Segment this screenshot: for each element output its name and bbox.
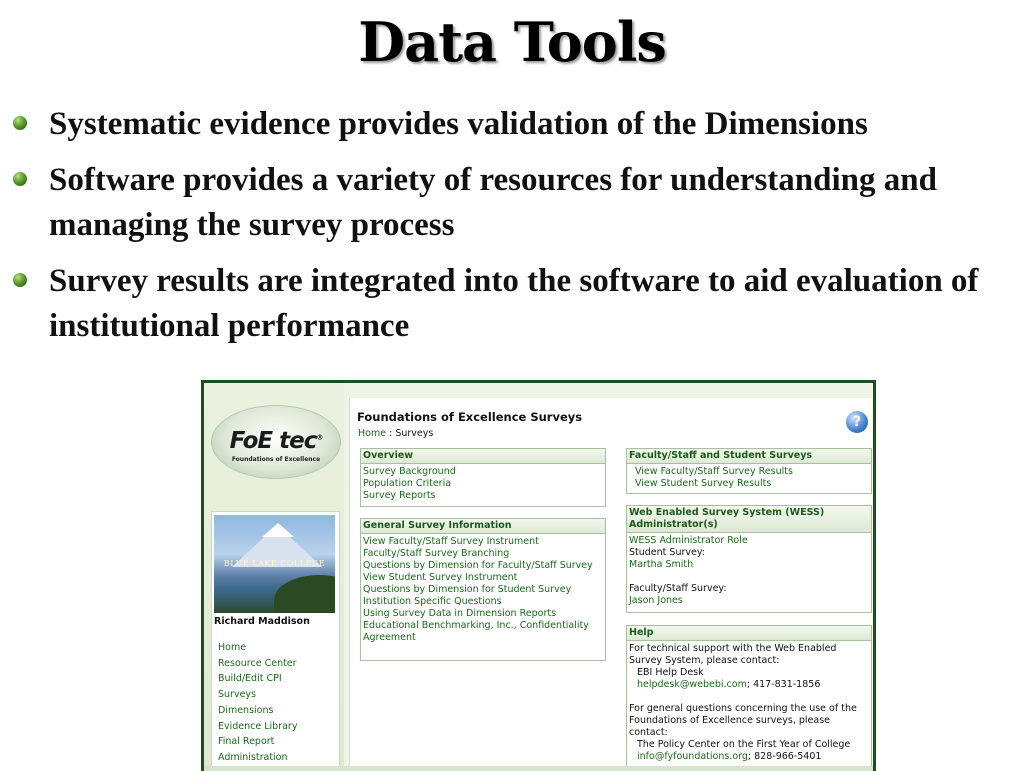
page-title: Foundations of Excellence Surveys xyxy=(357,410,583,424)
bullet-list xyxy=(10,102,1020,360)
bullet-text: Systematic evidence provides validation of the Dimensions xyxy=(49,106,868,142)
breadcrumb-home[interactable]: Home xyxy=(358,428,387,439)
link-questions-by-dimension-student[interactable]: Questions by Dimension for Student Survey xyxy=(363,584,572,595)
user-panel xyxy=(211,511,340,771)
bullet-item xyxy=(10,158,1020,248)
tech-support-text: For technical support with the Web Enabled Survey System, please contact: xyxy=(629,643,837,666)
breadcrumb-current: Surveys xyxy=(395,428,434,439)
bullet-item xyxy=(10,102,1020,147)
user-name: Richard Maddison xyxy=(214,616,310,627)
tech-support-phone: ; 417-831-1856 xyxy=(746,679,821,690)
logo-text: FoE tec xyxy=(229,428,317,454)
wess-admin-box xyxy=(626,505,872,613)
breadcrumb-separator: : xyxy=(386,428,396,439)
sidebar xyxy=(204,383,344,771)
bullet-text: Software provides a variety of resources for understanding and managing the survey process xyxy=(49,162,937,243)
link-confidentiality-agreement[interactable]: Educational Benchmarking, Inc., Confidentiality Agreement xyxy=(363,620,589,643)
bullet-icon xyxy=(13,273,27,287)
logo-mark: ® xyxy=(316,433,323,442)
general-info-box xyxy=(360,518,606,661)
general-support-phone: ; 828-966-5401 xyxy=(747,751,822,762)
logo-subtitle: Foundations of Excellence xyxy=(231,456,321,463)
campus-photo xyxy=(214,515,335,613)
wess-admin-heading: Web Enabled Survey System (WESS) Administrator(s) xyxy=(627,506,871,533)
link-view-student-instrument[interactable]: View Student Survey Instrument xyxy=(363,572,518,583)
fs-student-surveys-box xyxy=(626,448,872,494)
bullet-item xyxy=(10,259,1020,349)
help-heading: Help xyxy=(627,626,871,641)
overview-box xyxy=(360,448,606,507)
help-icon[interactable]: ? xyxy=(846,411,868,433)
sidebar-item-surveys[interactable]: Surveys xyxy=(218,689,256,701)
slide-title: Data Tools xyxy=(358,10,666,74)
link-faculty-staff-branching[interactable]: Faculty/Staff Survey Branching xyxy=(363,548,510,559)
breadcrumb xyxy=(358,428,433,439)
fs-student-surveys-heading: Faculty/Staff and Student Surveys xyxy=(627,449,871,464)
campus-label: BLUE LAKE COLLEGE xyxy=(223,559,326,568)
sidebar-item-resource-center[interactable]: Resource Center xyxy=(218,657,297,669)
link-view-faculty-staff-instrument[interactable]: View Faculty/Staff Survey Instrument xyxy=(363,536,539,547)
foe-tec-logo[interactable] xyxy=(211,405,341,479)
tech-support-email[interactable]: helpdesk@webebi.com xyxy=(637,679,747,690)
sidebar-item-final-report[interactable]: Final Report xyxy=(218,736,275,748)
link-institution-specific-questions[interactable]: Institution Specific Questions xyxy=(363,596,502,607)
bullet-text: Survey results are integrated into the software to aid evaluation of institutional performance xyxy=(49,263,979,344)
snow-cap-shape xyxy=(262,523,294,537)
sidebar-item-dimensions[interactable]: Dimensions xyxy=(218,704,274,716)
faculty-survey-label: Faculty/Staff Survey: xyxy=(629,583,727,594)
general-support-org: The Policy Center on the First Year of College xyxy=(637,739,851,750)
general-info-heading: General Survey Information xyxy=(361,519,605,534)
link-using-survey-data[interactable]: Using Survey Data in Dimension Reports xyxy=(363,608,557,619)
hill-shape xyxy=(274,575,335,613)
sidebar-item-home[interactable]: Home xyxy=(218,642,247,653)
link-survey-background[interactable]: Survey Background xyxy=(363,466,456,477)
bullet-icon xyxy=(13,172,27,186)
link-wess-admin-role[interactable]: WESS Administrator Role xyxy=(629,535,748,546)
sidebar-item-administration[interactable]: Administration xyxy=(218,751,288,763)
sidebar-nav xyxy=(218,640,297,766)
link-view-student-results[interactable]: View Student Survey Results xyxy=(635,478,772,489)
link-faculty-admin[interactable]: Jason Jones xyxy=(629,595,683,606)
link-population-criteria[interactable]: Population Criteria xyxy=(363,478,452,489)
general-support-email[interactable]: info@fyfoundations.org xyxy=(637,751,748,762)
sidebar-item-evidence-library[interactable]: Evidence Library xyxy=(218,720,298,732)
link-view-faculty-staff-results[interactable]: View Faculty/Staff Survey Results xyxy=(635,466,793,477)
general-support-text: For general questions concerning the use of the Foundations of Excellence surveys, please contact: xyxy=(629,703,857,738)
bullet-icon xyxy=(13,116,27,130)
tech-support-org: EBI Help Desk xyxy=(637,667,704,678)
link-survey-reports[interactable]: Survey Reports xyxy=(363,490,436,501)
screenshot-scrollbar[interactable] xyxy=(204,766,873,771)
sidebar-item-build-edit-cpi[interactable]: Build/Edit CPI xyxy=(218,673,282,685)
student-survey-label: Student Survey: xyxy=(629,547,705,558)
overview-heading: Overview xyxy=(361,449,605,464)
embedded-screenshot xyxy=(201,380,876,771)
help-box xyxy=(626,625,872,771)
link-student-admin[interactable]: Martha Smith xyxy=(629,559,694,570)
main-content xyxy=(349,398,872,771)
link-questions-by-dimension-faculty[interactable]: Questions by Dimension for Faculty/Staff Survey xyxy=(363,560,593,571)
